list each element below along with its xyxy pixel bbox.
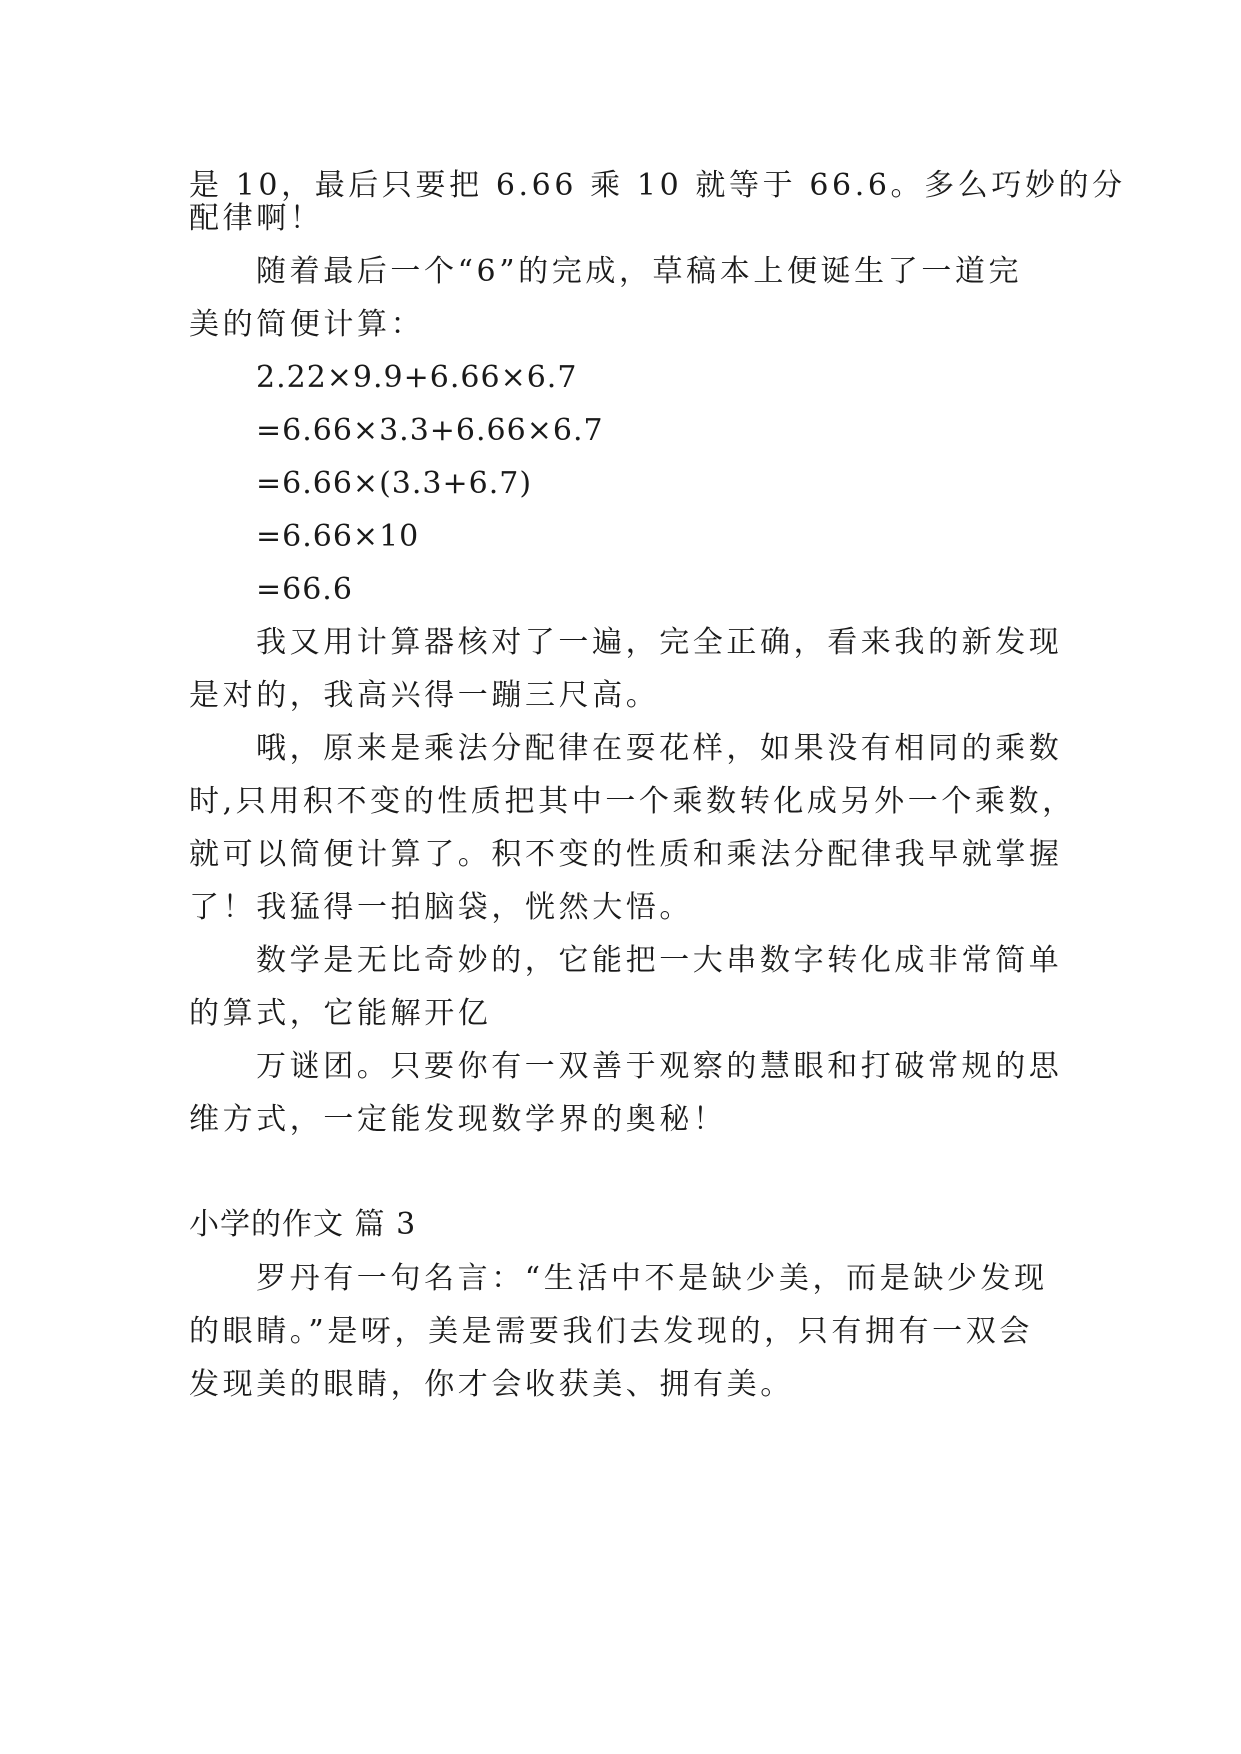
- text-line: 是 10，最后只要把 6.66 乘 10 就等于 66.6。多么巧妙的分: [189, 168, 1126, 203]
- text-line: 就可以简便计算了。积不变的性质和乘法分配律我早就掌握: [189, 837, 1063, 872]
- paragraph-first-line: 随着最后一个“6”的完成，草稿本上便诞生了一道完: [256, 254, 1023, 289]
- text-line: 的算式，它能解开亿: [189, 996, 492, 1031]
- text-line: 是对的，我高兴得一蹦三尺高。: [189, 678, 660, 713]
- equation-line: =6.66×3.3+6.66×6.7: [256, 413, 604, 448]
- paragraph-first-line: 万谜团。只要你有一双善于观察的慧眼和打破常规的思: [256, 1049, 1063, 1084]
- paragraph-first-line: 数学是无比奇妙的，它能把一大串数字转化成非常简单: [256, 943, 1063, 978]
- equation-line: =6.66×(3.3+6.7): [256, 466, 533, 501]
- paragraph-first-line: 哦，原来是乘法分配律在耍花样，如果没有相同的乘数: [256, 731, 1063, 766]
- text-line: 的眼睛。”是呀，美是需要我们去发现的，只有拥有一双会: [189, 1314, 1033, 1349]
- equation-line: =6.66×10: [256, 519, 420, 554]
- text-line: 时,只用积不变的性质把其中一个乘数转化成另外一个乘数，: [189, 784, 1076, 819]
- text-line: 配律啊！: [189, 201, 324, 236]
- paragraph-first-line: 罗丹有一句名言：“生活中不是缺少美，而是缺少发现: [256, 1261, 1048, 1296]
- text-line: 维方式，一定能发现数学界的奥秘！: [189, 1102, 727, 1137]
- paragraph-first-line: 我又用计算器核对了一遍，完全正确，看来我的新发现: [256, 625, 1063, 660]
- section-heading: 小学的作文 篇 3: [189, 1207, 417, 1242]
- text-line: 美的简便计算：: [189, 307, 425, 342]
- text-line: 了！我猛得一拍脑袋，恍然大悟。: [189, 890, 693, 925]
- equation-line: 2.22×9.9+6.66×6.7: [256, 360, 578, 395]
- equation-line: =66.6: [256, 572, 353, 607]
- text-line: 发现美的眼睛，你才会收获美、拥有美。: [189, 1367, 794, 1402]
